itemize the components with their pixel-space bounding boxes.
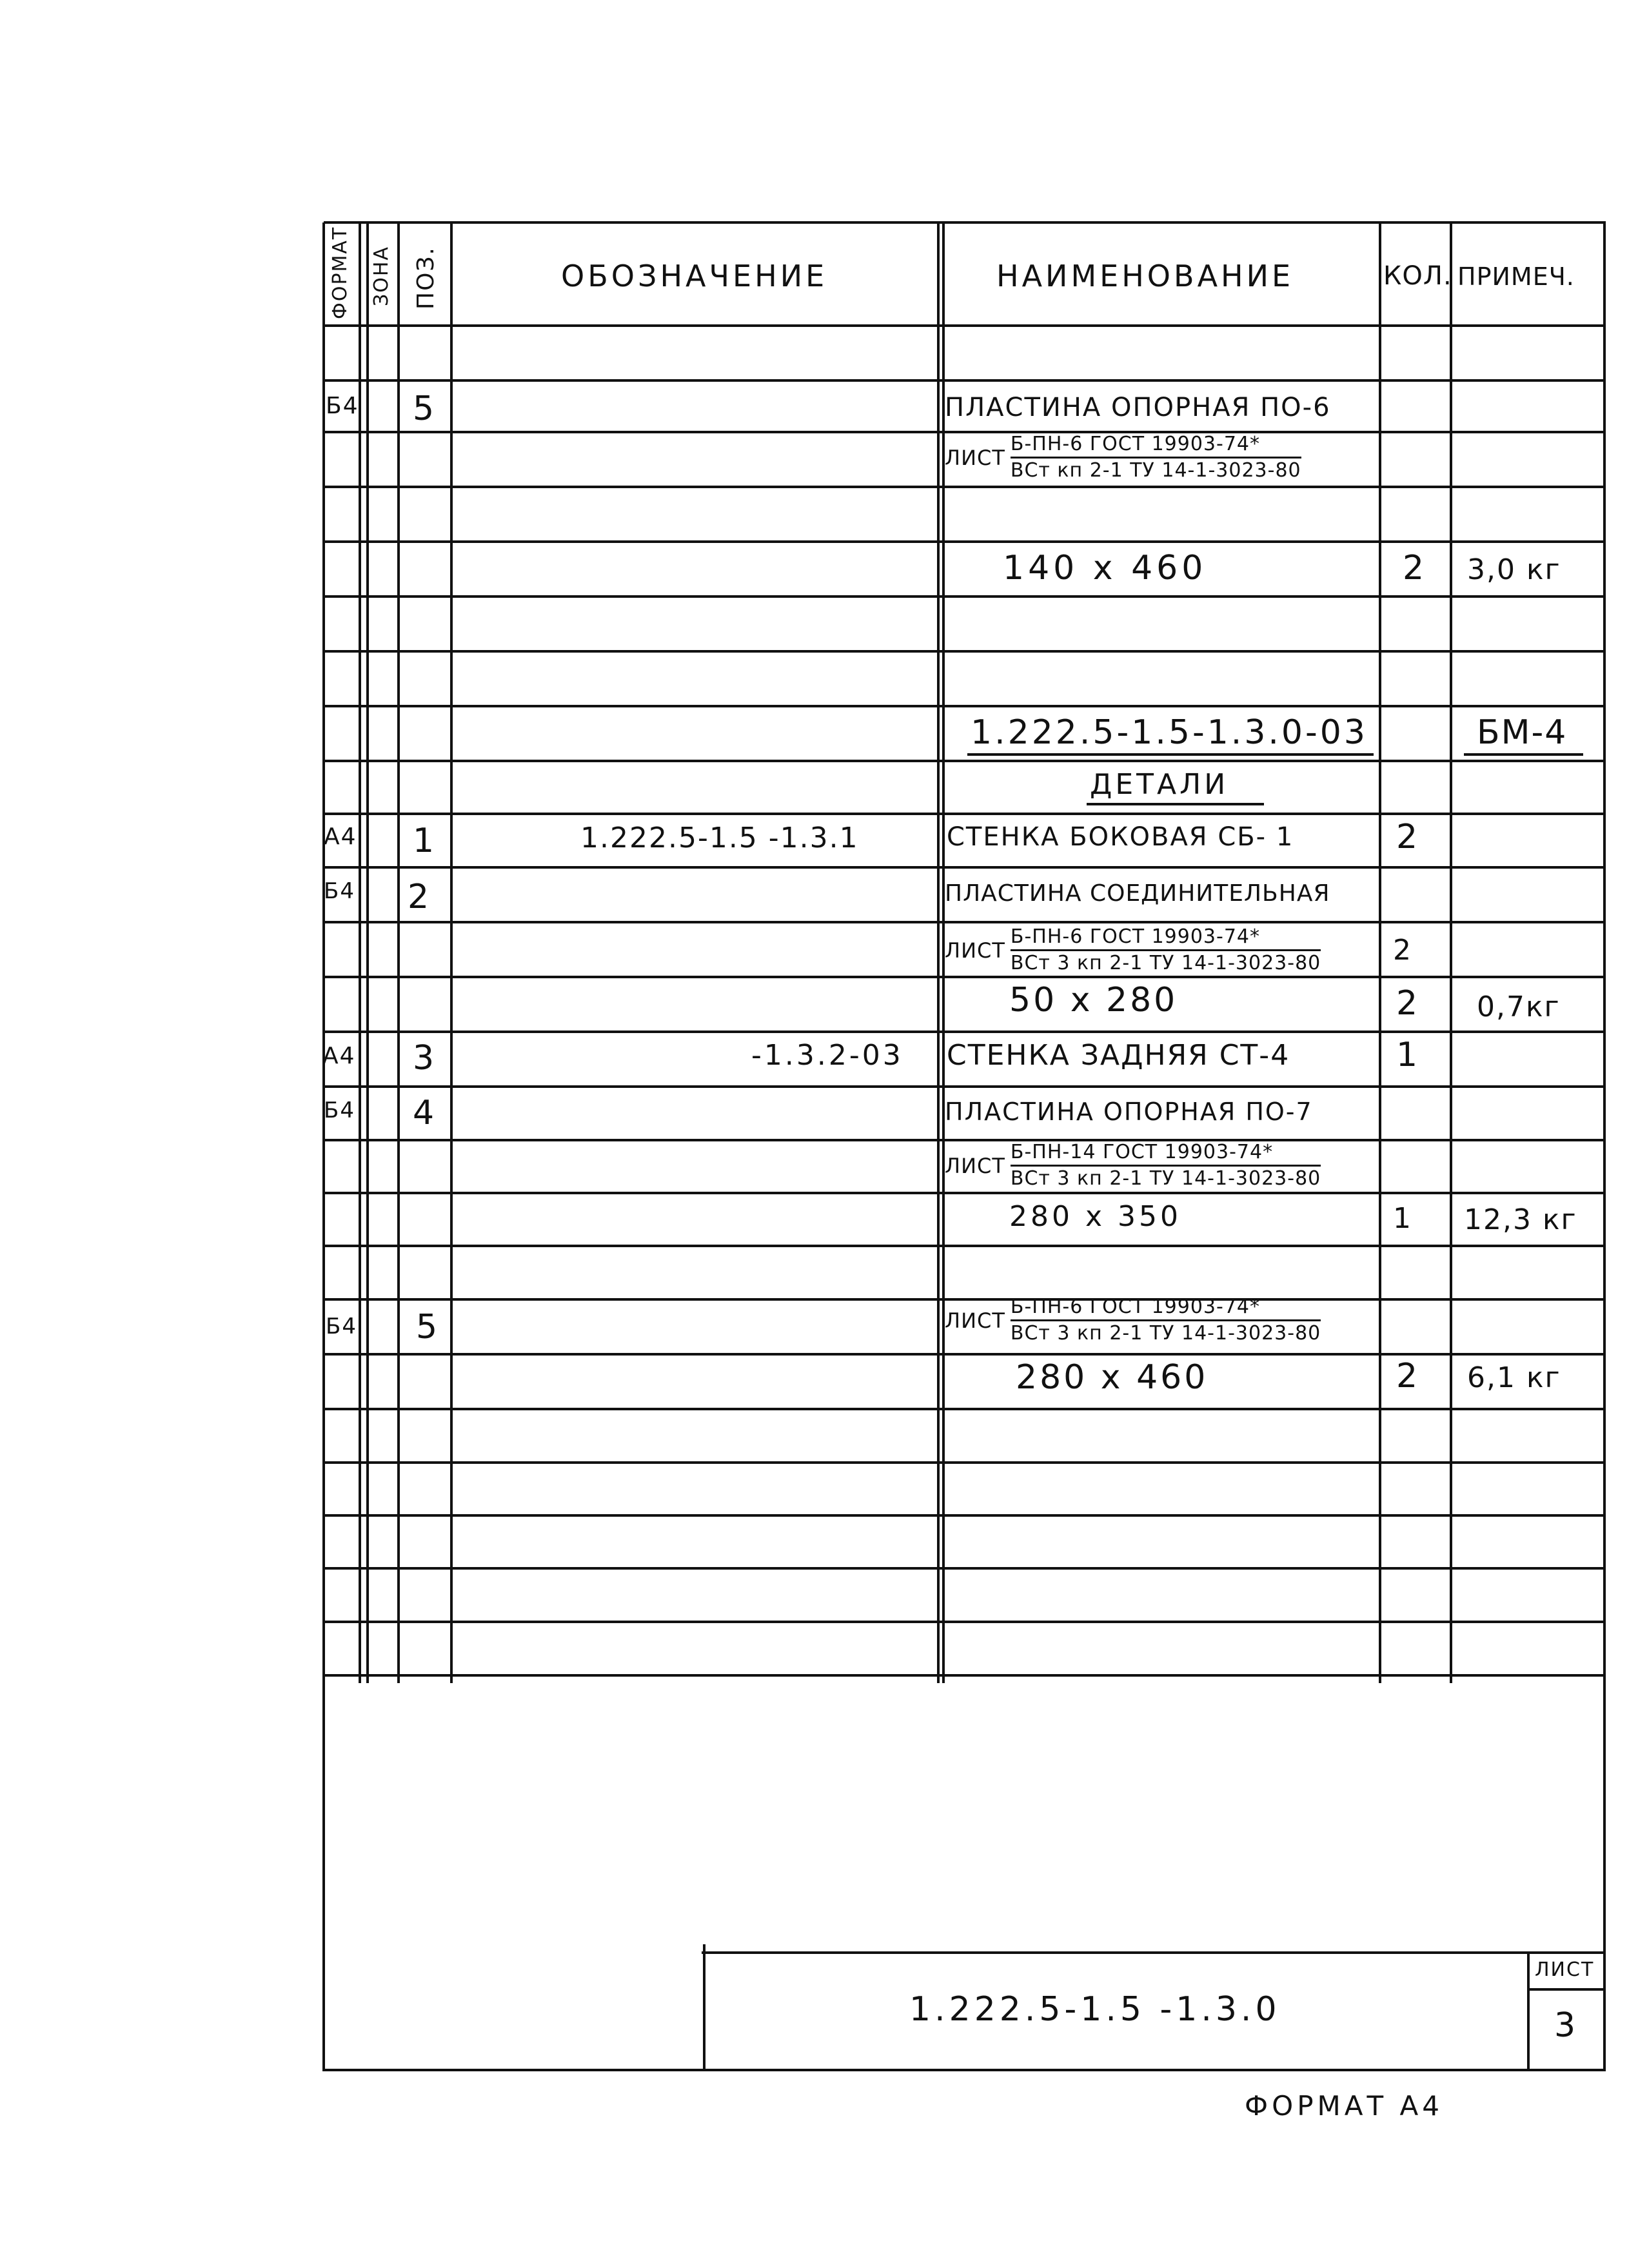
row9-qty: 2 xyxy=(1396,984,1419,1023)
row10-name: СТЕНКА ЗАДНЯЯ СТ-4 xyxy=(947,1039,1290,1072)
row2-material xyxy=(945,433,1301,482)
row6-designation: 1.222.5-1.5 -1.3.1 xyxy=(580,822,859,854)
row2-num: Б-ПН-6 ГОСТ 19903-74* xyxy=(1011,433,1301,459)
row3-qty: 2 xyxy=(1403,549,1426,587)
row11-name: ПЛАСТИНА ОПОРНАЯ ПО-7 xyxy=(945,1098,1313,1126)
row1-format: Б4 xyxy=(326,393,359,419)
row2-sheet-label: ЛИСТ xyxy=(945,445,1005,470)
row8-num: Б-ПН-6 ГОСТ 19903-74* xyxy=(1011,926,1321,951)
row15-den: ВСт 3 кп 2-1 ТУ 14-1-3023-80 xyxy=(1010,1322,1321,1345)
row15-pos: 5 xyxy=(416,1308,439,1346)
header-format: ФОРМАТ xyxy=(329,226,351,319)
row16-qty: 2 xyxy=(1396,1357,1419,1395)
row8-den: ВСт 3 кп 2-1 ТУ 14-1-3023-80 xyxy=(1010,952,1321,974)
row16-name: 280 x 460 xyxy=(1016,1358,1209,1397)
row11-format: Б4 xyxy=(324,1098,355,1123)
row1-name: ПЛАСТИНА ОПОРНАЯ ПО-6 xyxy=(945,393,1331,422)
row16-note: 6,1 кг xyxy=(1467,1361,1561,1394)
row9-note: 0,7кг xyxy=(1477,991,1561,1023)
row6-name: СТЕНКА БОКОВАЯ СБ- 1 xyxy=(947,822,1294,852)
row8-qty: 2 xyxy=(1393,934,1412,967)
row10-format: А4 xyxy=(322,1043,356,1069)
row12-num: Б-ПН-14 ГОСТ 19903-74* xyxy=(1011,1141,1321,1167)
row13-note: 12,3 кг xyxy=(1464,1203,1577,1236)
header-zone: ЗОНА xyxy=(370,246,393,306)
format-note: ФОРМАТ А4 xyxy=(1245,2090,1443,2122)
header-name: НАИМЕНОВАНИЕ xyxy=(996,259,1294,293)
row13-name: 280 x 350 xyxy=(1009,1200,1181,1233)
row10-qty: 1 xyxy=(1396,1036,1419,1074)
row10-designation: -1.3.2-03 xyxy=(751,1039,903,1072)
row12-sheet-label: ЛИСТ xyxy=(945,1153,1005,1178)
row12-material xyxy=(945,1141,1321,1190)
document-code: 1.222.5-1.5 -1.3.0 xyxy=(909,1990,1281,2029)
title-sheet-label: ЛИСТ xyxy=(1535,1958,1595,1981)
row6-pos: 1 xyxy=(413,822,436,860)
row8-material xyxy=(945,926,1321,974)
row7-name: ПЛАСТИНА СОЕДИНИТЕЛЬНАЯ xyxy=(945,880,1330,907)
row6-format: А4 xyxy=(324,823,357,850)
row3-note: 3,0 кг xyxy=(1467,553,1561,586)
row10-pos: 3 xyxy=(413,1039,436,1078)
header-note: ПРИМЕЧ. xyxy=(1457,262,1575,291)
row1-pos: 5 xyxy=(413,390,436,428)
title-sheet-number: 3 xyxy=(1554,2006,1577,2045)
row15-material xyxy=(945,1296,1321,1345)
row5-section-title: ДЕТАЛИ xyxy=(1090,768,1229,801)
header-qty: КОЛ. xyxy=(1383,261,1452,291)
row4-note: БМ-4 xyxy=(1477,713,1568,752)
row13-qty: 1 xyxy=(1393,1202,1412,1235)
row3-name: 140 x 460 xyxy=(1003,549,1207,587)
row15-format: Б4 xyxy=(326,1314,357,1339)
row2-den: ВСт кп 2-1 ТУ 14-1-3023-80 xyxy=(1010,459,1301,482)
row8-sheet-label: ЛИСТ xyxy=(945,938,1005,963)
header-pos: ПОЗ. xyxy=(413,246,439,310)
row15-sheet-label: ЛИСТ xyxy=(945,1308,1005,1333)
row12-den: ВСт 3 кп 2-1 ТУ 14-1-3023-80 xyxy=(1010,1167,1321,1190)
row7-format: Б4 xyxy=(324,878,355,904)
header-designation: ОБОЗНАЧЕНИЕ xyxy=(561,259,828,293)
row11-pos: 4 xyxy=(413,1094,436,1132)
row7-pos: 2 xyxy=(408,878,431,916)
row4-name: 1.222.5-1.5-1.3.0-03 xyxy=(971,713,1368,752)
row6-qty: 2 xyxy=(1396,818,1419,856)
row9-name: 50 x 280 xyxy=(1009,981,1178,1020)
row15-num: Б-ПН-6 ГОСТ 19903-74* xyxy=(1011,1296,1321,1321)
